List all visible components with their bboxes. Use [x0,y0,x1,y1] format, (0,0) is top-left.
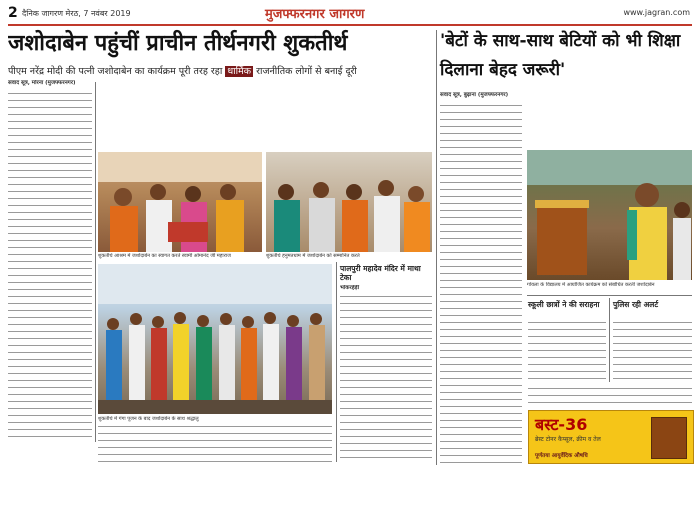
photo1-caption: शुकतीर्थ आश्रम में जशोदाबेन का स्वागत करते स्वामी ओमानंद जी महाराज [98,253,231,259]
page-number: 2 [8,5,18,21]
main-subhead [8,64,432,78]
side-box-dateline: भोकरहेड़ी [340,285,360,291]
side-box-body [340,294,432,462]
masthead: मुजफ्फरनगर जागरण [265,7,365,22]
page-header [0,0,700,26]
product-box-icon [651,417,687,459]
right-headline: 'बेटों के साथ-साथ बेटियों को भी शिक्षा दिलाना बेहद जरूरी' [440,31,681,80]
subhead-text-end: राजनीतिक लोगों से बनाई दूरी [256,66,357,77]
box-divider [336,262,337,462]
photo-group-ganga [98,264,332,414]
side-box-title: पालपुरी महादेव मंदिर में माथा टेका [340,264,421,282]
column-divider [95,82,96,442]
main-dateline: संवाद सूत्र, मोरना (मुजफ्फरनगर) [8,80,76,86]
main-body-bottom [98,424,332,462]
box2-body [613,320,692,380]
right-photo-caption: गोयला के विद्यालय में आयोजित कार्यक्रम को संबोधित करती जशोदाबेन [527,282,655,288]
right-body-tail [528,386,692,406]
website-url: www.jagran.com [623,8,690,17]
box2-title: पुलिस रही अलर्ट [613,300,659,309]
main-body-column-1 [8,91,92,441]
boxes-rule [527,295,692,296]
right-dateline: संवाद सूत्र, बुढ़ाना (मुजफ्फरनगर) [440,92,509,98]
header-rule [8,24,692,26]
photo2-caption: शुकतीर्थ हनुमतधाम में जशोदाबेन को सम्मानित करते [266,253,360,259]
photo-school-event [527,150,692,280]
subhead-highlight: धार्मिक [227,66,252,77]
photo-ashram-welcome [98,152,262,252]
subhead-text: पीएम नरेंद्र मोदी की पत्नी जशोदाबेन का कार्यक्रम पूरी तरह रहा [8,66,223,77]
main-headline: जशोदाबेन पहुंचीं प्राचीन तीर्थनगरी शुकतीर्थ [8,31,348,56]
right-body-column [440,103,522,463]
photo-hanumat-dham [266,152,432,252]
section-divider [436,30,437,465]
photo3-caption: शुकतीर्थ में गंगा पूजन के बाद जशोदाबेन के साथ श्रद्धालु [98,416,199,422]
advertisement-bust36[interactable] [528,410,694,464]
box1-title: स्कूली छात्रों ने की सराहना [528,300,600,309]
page-info: दैनिक जागरण मेरठ, 7 नवंबर 2019 [22,9,131,18]
ad-subtitle: ब्रेस्ट टोनर कैप्सूल, क्रीम व तेल [535,436,601,443]
boxes-divider [609,298,610,382]
ad-title: बस्ट-36 [535,415,588,434]
box1-body [528,320,606,380]
ad-tag: पूर्णतया आयुर्वेदिक औषधि [535,453,588,459]
